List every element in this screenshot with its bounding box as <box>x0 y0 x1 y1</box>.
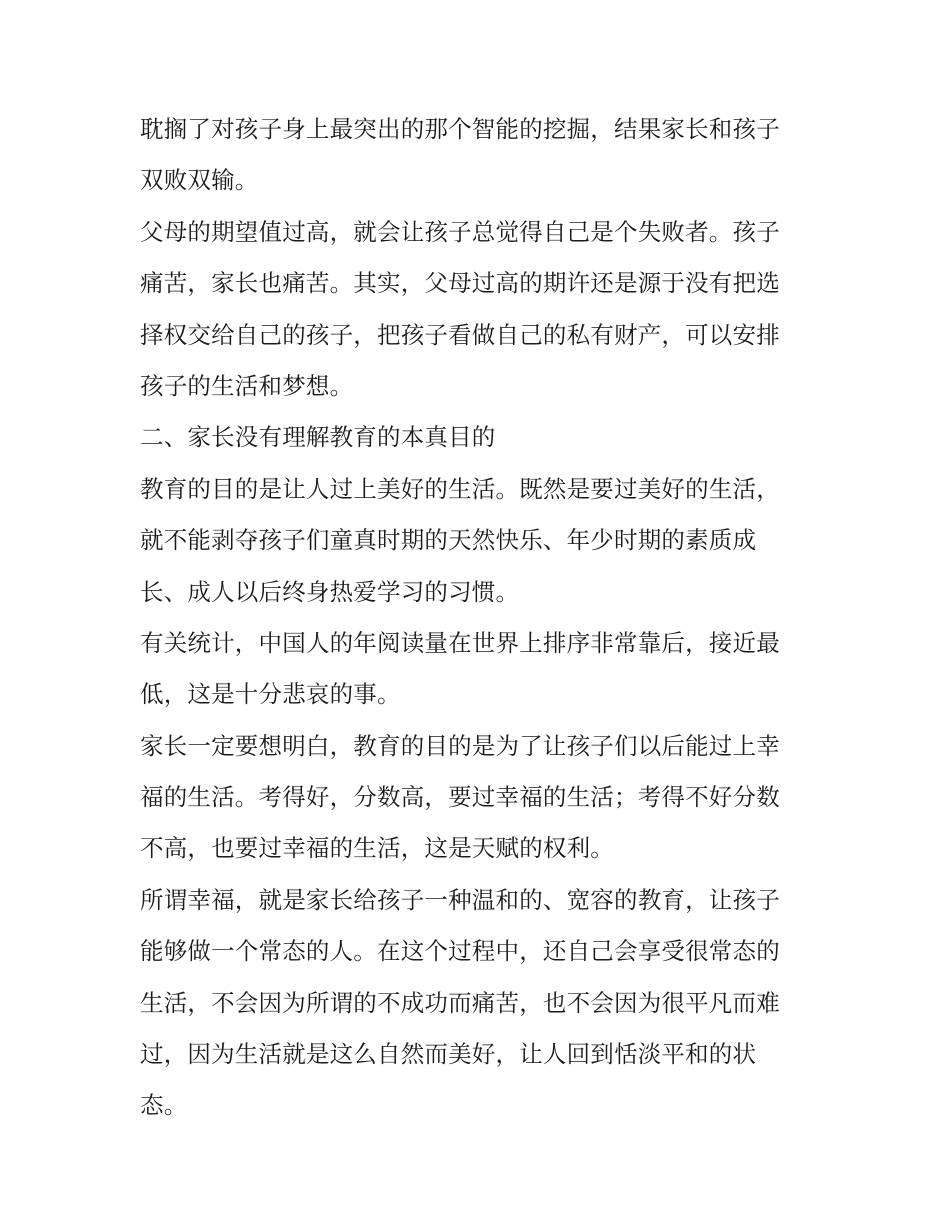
text-line: 低，这是十分悲哀的事。 <box>140 680 401 709</box>
text-line: 福的生活。考得好，分数高，要过幸福的生活；考得不好分数 <box>140 783 780 812</box>
text-line: 就不能剥夺孩子们童真时期的天然快乐、年少时期的素质成 <box>140 526 757 555</box>
text-line: 生活，不会因为所谓的不成功而痛苦，也不会因为很平凡而难 <box>140 988 780 1017</box>
text-line: 不高，也要过幸福的生活，这是天赋的权利。 <box>140 834 614 863</box>
text-line: 家长一定要想明白，教育的目的是为了让孩子们以后能过上幸 <box>140 731 780 760</box>
text-line: 父母的期望值过高，就会让孩子总觉得自己是个失败者。孩子 <box>140 217 780 246</box>
text-line: 痛苦，家长也痛苦。其实，父母过高的期许还是源于没有把选 <box>140 269 780 298</box>
text-line: 择权交给自己的孩子，把孩子看做自己的私有财产，可以安排 <box>140 320 780 349</box>
document-body <box>140 104 820 1132</box>
text-line: 孩子的生活和梦想。 <box>140 371 354 400</box>
text-line: 所谓幸福，就是家长给孩子一种温和的、宽容的教育，让孩子 <box>140 885 780 914</box>
text-line: 教育的目的是让人过上美好的生活。既然是要过美好的生活， <box>140 474 780 503</box>
text-line: 能够做一个常态的人。在这个过程中，还自己会享受很常态的 <box>140 937 780 966</box>
text-line: 双败双输。 <box>140 166 259 195</box>
section-heading: 二、家长没有理解教育的本真目的 <box>140 423 496 452</box>
text-line: 有关统计，中国人的年阅读量在世界上排序非常靠后，接近最 <box>140 628 780 657</box>
text-line: 过，因为生活就是这么自然而美好，让人回到恬淡平和的状 <box>140 1040 757 1069</box>
text-line: 长、成人以后终身热爱学习的习惯。 <box>140 577 520 606</box>
text-line: 态。 <box>140 1091 188 1120</box>
text-line: 耽搁了对孩子身上最突出的那个智能的挖掘，结果家长和孩子 <box>140 115 780 143</box>
